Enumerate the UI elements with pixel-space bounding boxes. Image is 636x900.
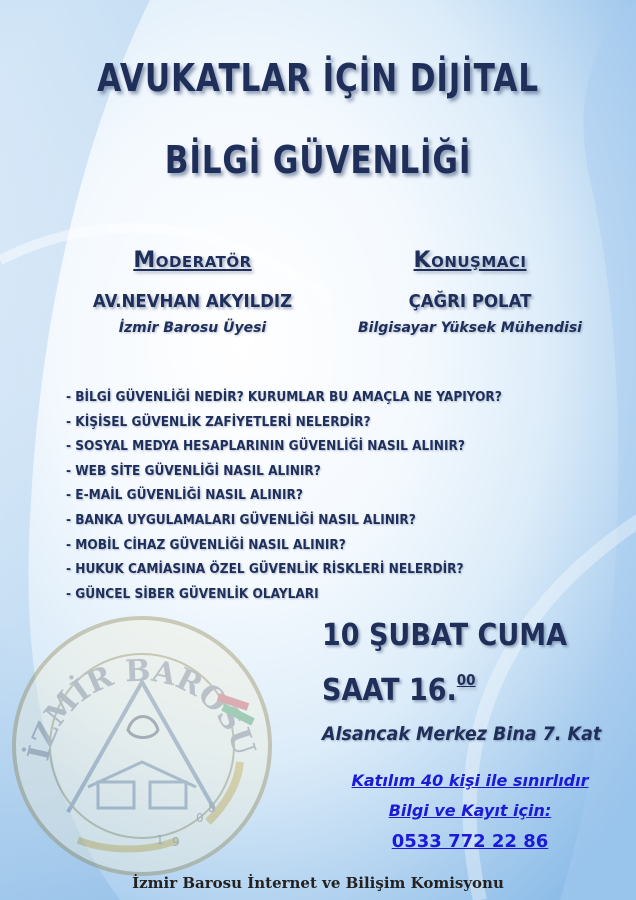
event-title-line-2: BİLGİ GÜVENLİĞİ: [164, 138, 472, 182]
seal-text: İZMİR BAROSU: [21, 653, 262, 764]
speaker-role: Konuşmacı: [413, 248, 527, 273]
event-time: [322, 673, 476, 708]
topic-item: - WEB SİTE GÜVENLİĞİ NASIL ALINIR?: [66, 462, 321, 479]
topic-item: - HUKUK CAMİASINA ÖZEL GÜVENLİK RİSKLERİ NELERDİR?: [66, 561, 464, 578]
registration-phone[interactable]: 0533 772 22 86: [391, 831, 549, 852]
izmir-barosu-seal-logo: [8, 612, 276, 880]
topic-item: - GÜNCEL SİBER GÜVENLİK OLAYLARI: [66, 585, 319, 602]
moderator-role: Moderatör: [133, 248, 252, 273]
event-place: Alsancak Merkez Bina 7. Kat: [322, 723, 602, 745]
topic-item: - BİLGİ GÜVENLİĞİ NEDİR? KURUMLAR BU AMAÇLA NE YAPIYOR?: [66, 389, 502, 405]
moderator-name: AV.NEVHAN AKYILDIZ: [92, 291, 293, 312]
speaker-name: ÇAĞRI POLAT: [408, 291, 532, 312]
event-time-hour: SAAT 16.: [322, 673, 457, 708]
event-title-line-1: AVUKATLAR İÇİN DİJİTAL: [97, 56, 539, 100]
topic-item: - KİŞİSEL GÜVENLİK ZAFİYETLERİ NELERDİR?: [66, 413, 371, 430]
topic-item: - BANKA UYGULAMALARI GÜVENLİĞİ NASIL ALINIR?: [66, 511, 416, 528]
topics-list: [66, 385, 550, 606]
organizer-footer: İzmir Barosu İnternet ve Bilişim Komisyonu: [132, 874, 504, 892]
speaker-block: [340, 248, 600, 336]
topic-item: - MOBİL CİHAZ GÜVENLİĞİ NASIL ALINIR?: [66, 536, 346, 553]
seal-year-digit: 0: [196, 811, 204, 825]
seal-year-digit: 1: [156, 833, 164, 847]
seal-year-digit: 8: [208, 801, 216, 815]
registration-label: Bilgi ve Kayıt için:: [388, 801, 552, 820]
topic-item: - SOSYAL MEDYA HESAPLARININ GÜVENLİĞİ NASIL ALINIR?: [66, 438, 465, 455]
capacity-note: Katılım 40 kişi ile sınırlıdır: [351, 771, 589, 790]
moderator-title: İzmir Barosu Üyesi: [118, 320, 267, 336]
seal-year-digit: 9: [172, 835, 180, 849]
event-time-minutes: 00: [456, 671, 476, 689]
speaker-title: Bilgisayar Yüksek Mühendisi: [358, 320, 582, 336]
event-date: 10 ŞUBAT CUMA: [322, 618, 568, 653]
topic-item: - E-MAİL GÜVENLİĞİ NASIL ALINIR?: [66, 487, 303, 504]
moderator-block: [70, 248, 315, 336]
